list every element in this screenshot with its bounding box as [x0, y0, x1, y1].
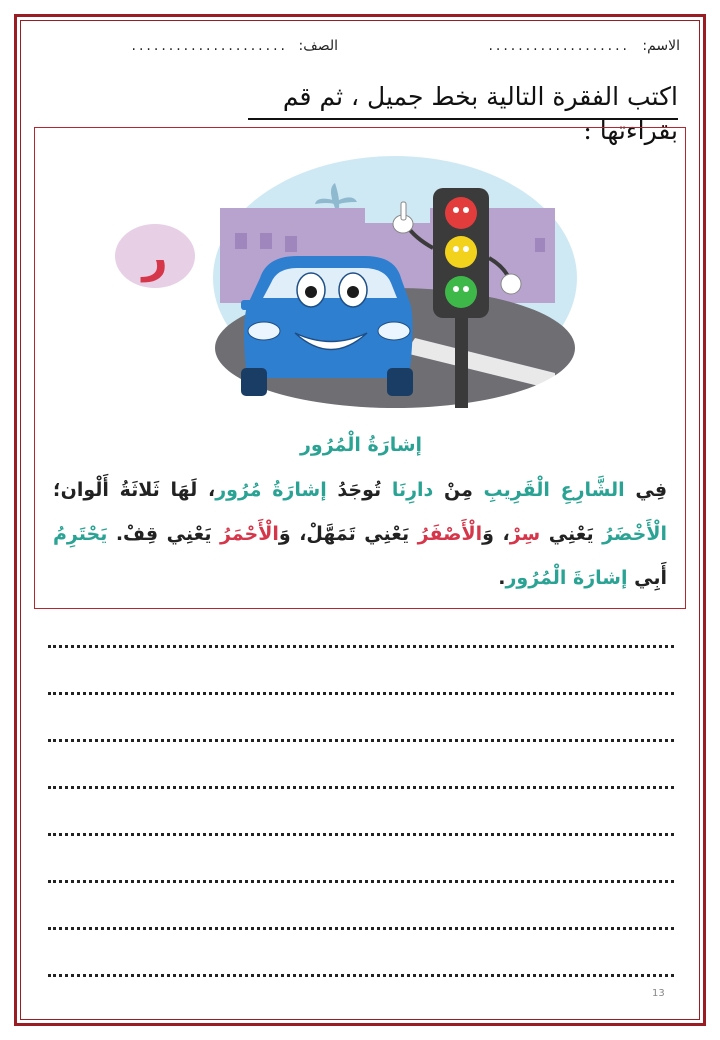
passage-segment: الشَّارِعِ الْقَرِيبِ	[483, 479, 625, 501]
passage-segment: دارِنَا	[391, 479, 434, 501]
passage-segment: ، وَ	[482, 523, 510, 545]
instruction-heading: اكتب الفقرة التالية بخط جميل ، ثم قم بقراءتها :	[248, 80, 678, 120]
passage-segment: ، لَهَا ثَلاثَةُ أَلْوان؛	[53, 479, 216, 501]
writing-line[interactable]	[48, 786, 674, 789]
passage-text	[53, 468, 667, 600]
name-label: الاسم:	[642, 38, 680, 54]
passage-segment: إشارَةَ الْمُرُور	[505, 567, 628, 589]
writing-line[interactable]	[48, 833, 674, 836]
student-header	[60, 38, 680, 60]
writing-line[interactable]	[48, 880, 674, 883]
car-icon	[241, 256, 413, 396]
writing-line[interactable]	[48, 927, 674, 930]
passage-segment: تُوجَدُ	[326, 479, 392, 501]
passage-segment: الْأَصْفَرُ	[417, 523, 483, 545]
passage-segment: مِنْ	[433, 479, 484, 501]
class-label: الصف:	[298, 38, 338, 54]
passage-segment: فِي	[624, 479, 668, 501]
passage-segment: الْأَخْضَرُ	[602, 523, 667, 545]
passage-title: إشارَةُ الْمُرُور	[299, 434, 423, 456]
page-number: 13	[652, 988, 665, 999]
passage-segment: الْأَحْمَرُ	[219, 523, 279, 545]
passage-segment: يَعْنِي تَمَهَّلْ، وَ	[278, 523, 418, 545]
writing-line[interactable]	[48, 645, 674, 648]
reading-passage-box	[34, 127, 686, 609]
writing-line[interactable]	[48, 974, 674, 977]
name-field[interactable]: ...................	[488, 38, 630, 54]
passage-segment: .	[498, 567, 506, 589]
letter-badge-text: ر	[142, 232, 168, 283]
illustration	[35, 128, 687, 428]
passage-segment: يَعْنِي قِفْ.	[107, 523, 220, 545]
passage-segment: يَحْتَرِمُ	[53, 523, 108, 545]
passage-segment: سِرْ	[509, 523, 541, 545]
passage-segment: أَبِي	[627, 567, 667, 589]
writing-line[interactable]	[48, 692, 674, 695]
writing-line[interactable]	[48, 739, 674, 742]
class-field[interactable]: .....................	[131, 38, 288, 54]
passage-segment: إشارَةُ مُرُور	[215, 479, 327, 501]
passage-segment: يَعْنِي	[540, 523, 603, 545]
